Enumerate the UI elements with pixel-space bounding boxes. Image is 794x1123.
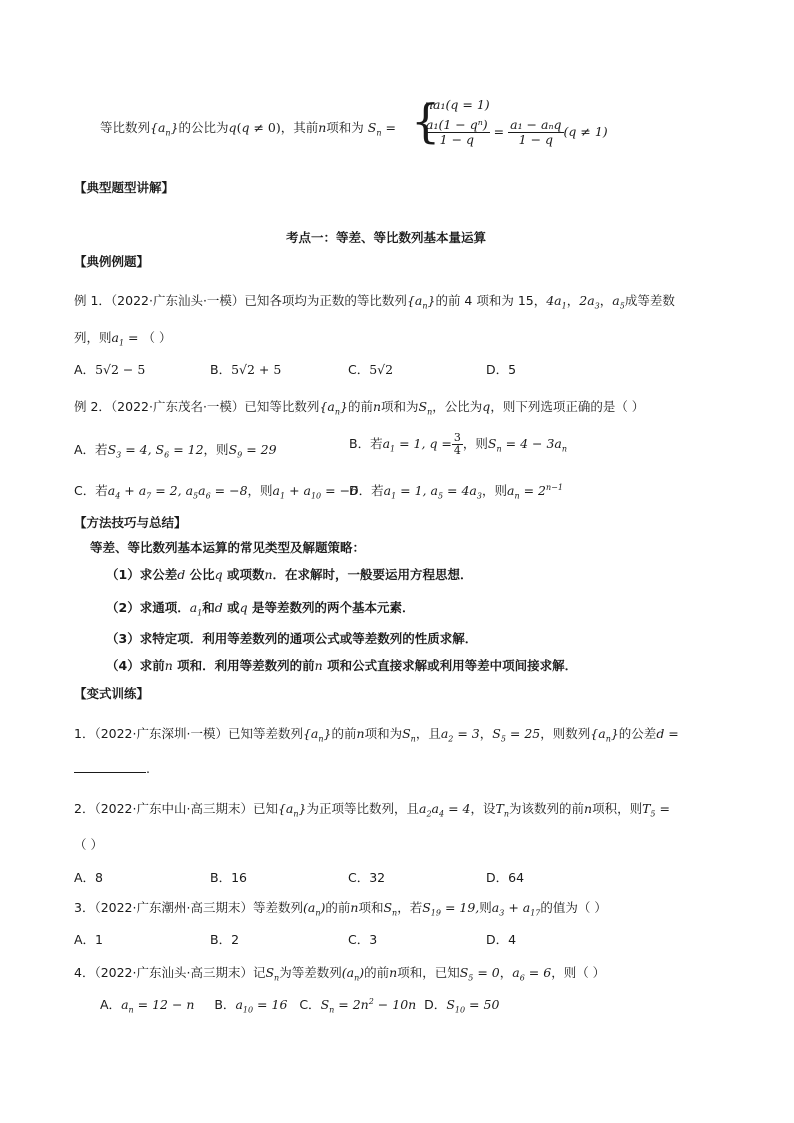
ex2-option-b: B．若$a_1 = 1$, q = $\frac{3}{4}$ ，则$S_n = 4 - 3a_n$ [349, 431, 568, 458]
section-header: 【典型题型讲解】 [74, 180, 175, 195]
ex2-line1: 例 2．（2022·广东茂名·一模）已知等比数列$\{a_n\}$的前n项和为$S_n$，公比为q，则下列选项正确的是（ ） [74, 399, 645, 417]
q4-line: 4．（2022·广东汕头·高三期末）记$S_n$为等差数列$(a_n)$的前n项和，已知$S_5 = 0$，$a_6 = 6$，则（ ） [74, 965, 606, 983]
q3-option-d: D．4 [486, 932, 517, 947]
intro-text: 等比数列 [100, 120, 151, 135]
q1-line: 1．（2022·广东深圳·一模）已知等差数列$\{a_n\}$的前n项和为$S_n$，且$a_2 = 3$，$S_5 = 25$，则数列$\{a_n\}$的公差d = [74, 726, 679, 744]
q2-option-a: A．8 [74, 870, 104, 885]
method-point-1: （1）求公差d 公比q 或项数n．在求解时，一般要运用方程思想． [106, 567, 473, 582]
method-intro: 等差、等比数列基本运算的常见类型及解题策略： [90, 540, 366, 555]
method-point-2: （2）求通项．$a_1$和d 或q 是等差数列的两个基本元素． [106, 600, 415, 618]
ex2-option-c: C．若$a_4 + a_7 = 2$, $a_5a_6 = -8$，则$a_1 + a_{10} = -6$ [74, 483, 359, 501]
q2-paren: （ ） [74, 837, 103, 852]
method-point-4: （4）求前n 项和．利用等差数列的前n 项和公式直接求解或利用等差中项间接求解． [106, 658, 578, 673]
q2-option-c: C．32 [348, 870, 386, 885]
ex1-option-a: A．5√2 − 5 [74, 362, 146, 377]
cases-brace: { [411, 94, 441, 148]
ex1-option-c: C．5√2 [348, 362, 394, 377]
q2-option-d: D．64 [486, 870, 525, 885]
ex1-line2: 列，则$a_1$ = （ ） [74, 330, 172, 348]
q2-line: 2．（2022·广东中山·高三期末）已知$\{a_n\}$为正项等比数列，且$a_2a_4 = 4$，设$T_n$为该数列的前n项积，则$T_5$ = [74, 801, 670, 819]
q2-option-b: B．16 [210, 870, 247, 885]
q3-option-c: C．3 [348, 932, 378, 947]
method-header: 【方法技巧与总结】 [74, 515, 187, 530]
intro-line: 等比数列$\{a_n\}$的公比为q(q ≠ 0)，其前n项和为 $S_n$ = [100, 120, 396, 138]
case-1: na₁(q = 1) [425, 97, 490, 112]
topic-title: 考点一：等差、等比数列基本量运算 [286, 230, 487, 245]
examples-header: 【典例例题】 [74, 254, 150, 269]
case-2: $\frac{\text{a₁(1 − qⁿ)}}{1 - q}$ = $\frac{\text{a₁ − aₙq}}{1 - q}$ (q ≠ 1) [426, 117, 608, 147]
q1-answer-blank[interactable]: . [74, 760, 150, 776]
method-point-3: （3）求特定项．利用等差数列的通项公式或等差数列的性质求解． [106, 631, 478, 646]
ex1-line1: 例 1．（2022·广东汕头·一模）已知各项均为正数的等比数列$\{a_n\}$的前 4 项和为 15，$4a_1$，$2a_3$，$a_5$成等差数 [74, 293, 675, 311]
q4-options: A．$a_n = 12 - n$ B．$a_{10} = 16$ C．$S_n = 2n^2 - 10n$ D．$S_{10} = 50$ [100, 996, 500, 1015]
q3-option-b: B．2 [210, 932, 240, 947]
q3-option-a: A．1 [74, 932, 104, 947]
q3-line: 3．（2022·广东潮州·高三期末）等差数列$(a_n)$的前n项和$S_n$，若$S_{19} = 19$,则$a_3 + a_{17}$的值为（ ） [74, 900, 607, 918]
ex2-option-d: D．若$a_1 = 1$, $a_5 = 4a_3$，则$a_n = 2^{n-1}$ [349, 482, 563, 501]
practice-header: 【变式训练】 [74, 686, 150, 701]
ex2-option-a: A．若$S_3 = 4$, $S_6 = 12$，则$S_9 = 29$ [74, 442, 277, 460]
ex1-option-b: B．5√2 + 5 [210, 362, 282, 377]
ex1-option-d: D．5 [486, 362, 517, 377]
